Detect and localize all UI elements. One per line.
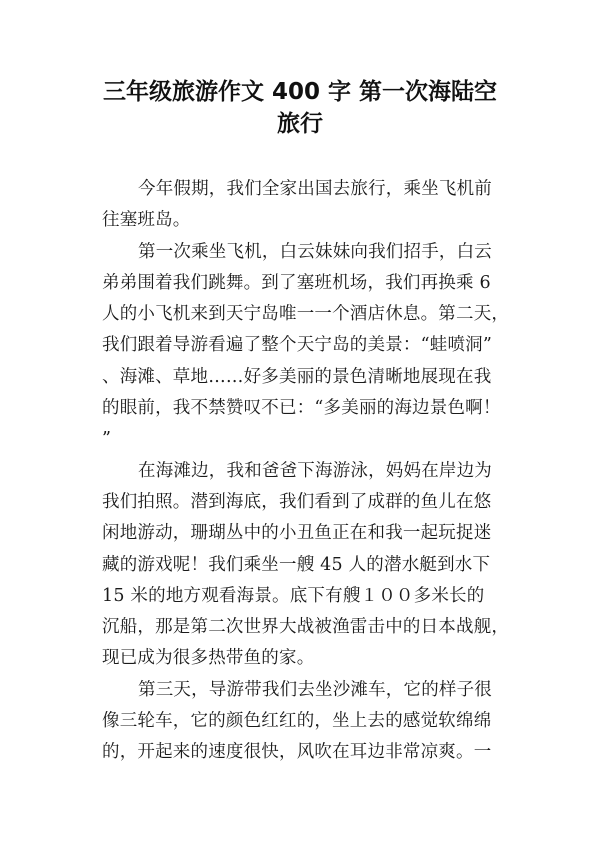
text-line: 我们拍照。潜到海底，我们看到了成群的鱼儿在悠: [102, 491, 492, 512]
text-line: ”: [102, 429, 112, 450]
text-line: 的眼前，我不禁赞叹不已：“多美丽的海边景色啊！: [102, 398, 501, 419]
paragraph-1: [102, 174, 512, 237]
text-line: 今年假期，我们全家出国去旅行，乘坐飞机前: [138, 179, 492, 199]
paragraph-3: [102, 456, 512, 675]
paragraph-2: [102, 237, 512, 456]
page-title-continued: 旅行: [277, 111, 323, 137]
text-line: 在海滩边，我和爸爸下海游泳，妈妈在岸边为: [138, 460, 492, 481]
article-body: [102, 174, 512, 769]
text-line: 的，开起来的速度很快，风吹在耳边非常凉爽。一: [102, 742, 492, 763]
page-title: 三年级旅游作文 400 字 第一次海陆空: [102, 79, 498, 105]
text-line: 弟弟围着我们跳舞。到了塞班机场，我们再换乘 6: [102, 272, 491, 293]
text-line: 第三天，导游带我们去坐沙滩车，它的样子很: [138, 679, 492, 700]
text-line: 闲地游动，珊瑚丛中的小丑鱼正在和我一起玩捉迷: [102, 523, 492, 544]
text-line: 现已成为很多热带鱼的家。: [102, 648, 315, 669]
text-line: 、海滩、草地……好多美丽的景色清晰地展现在我: [102, 366, 492, 387]
text-line: 第一次乘坐飞机，白云妹妹向我们招手，白云: [138, 241, 492, 262]
text-line: 沉船，那是第二次世界大战被渔雷击中的日本战舰，: [102, 617, 510, 638]
text-line: 藏的游戏呢！我们乘坐一艘 45 人的潜水艇到水下: [102, 554, 491, 575]
text-line: 人的小飞机来到天宁岛唯一一个酒店休息。第二天，: [102, 304, 510, 325]
paragraph-4: [102, 675, 512, 769]
text-line: 15 米的地方观看海景。底下有艘１００多米长的: [102, 585, 485, 606]
text-line: 往塞班岛。: [102, 210, 191, 231]
text-line: 我们跟着导游看遍了整个天宁岛的美景：“蛙喷洞”: [102, 335, 492, 356]
text-line: 像三轮车，它的颜色红红的，坐上去的感觉软绵绵: [102, 711, 492, 732]
